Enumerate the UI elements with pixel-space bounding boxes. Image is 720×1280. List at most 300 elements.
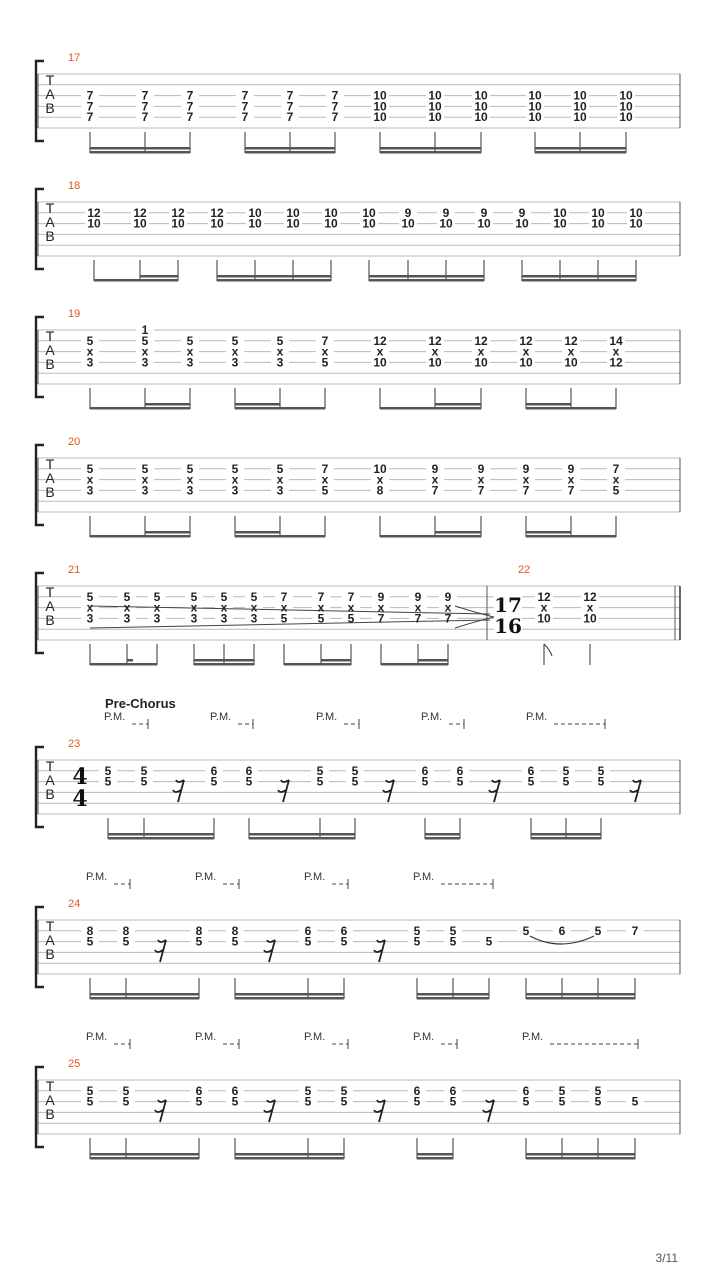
fret-number: 5 <box>522 923 530 938</box>
beam <box>526 403 571 406</box>
measure-number: 25 <box>68 1058 81 1070</box>
beam <box>531 833 601 836</box>
fret-number: 6 <box>558 923 566 938</box>
fret-number: 10 <box>591 216 605 231</box>
fret-number: 6 <box>245 763 253 778</box>
fret-number: 6 <box>413 1083 421 1098</box>
fret-number: 7 <box>317 589 325 604</box>
beam <box>145 407 190 410</box>
fret-number: 10 <box>629 216 643 231</box>
fret-number: 3 <box>86 483 94 498</box>
fret-number: 5 <box>186 461 194 476</box>
fret-number: 3 <box>276 355 284 370</box>
fret-number: x <box>522 344 530 359</box>
fret-number: 10 <box>428 110 442 125</box>
fret-number: 3 <box>231 483 239 498</box>
sixteenth-rest <box>630 780 641 802</box>
beam <box>417 993 489 996</box>
fret-number: 12 <box>87 205 101 220</box>
system-bracket <box>36 61 44 141</box>
fret-number: 10 <box>537 611 551 626</box>
fret-number: 5 <box>86 333 94 348</box>
fret-number: 9 <box>377 589 385 604</box>
tab-system-2 <box>36 189 680 282</box>
sixteenth-rest <box>383 780 394 802</box>
fret-number: 6 <box>231 1083 239 1098</box>
fret-number: 10 <box>553 205 567 220</box>
fret-number: 3 <box>123 611 131 626</box>
beam <box>245 151 335 154</box>
fret-number: 6 <box>340 923 348 938</box>
fret-number: x <box>567 472 575 487</box>
tab-clef-letter: A <box>45 214 55 230</box>
fret-number: 10 <box>573 110 587 125</box>
fret-number: x <box>477 344 485 359</box>
fret-number: 3 <box>153 611 161 626</box>
beam <box>145 531 190 534</box>
fret-number: 10 <box>528 88 542 103</box>
beam <box>418 659 448 662</box>
beam <box>435 535 481 538</box>
palm-mute-label: P.M. <box>104 711 126 723</box>
fret-number: 7 <box>612 461 620 476</box>
fret-number: x <box>321 472 329 487</box>
fret-number: 10 <box>373 355 387 370</box>
beam <box>417 997 489 1000</box>
fret-number: x <box>321 344 329 359</box>
fret-number: 6 <box>449 1083 457 1098</box>
fret-number: 5 <box>140 774 148 789</box>
beam <box>321 659 351 662</box>
fret-number: 3 <box>186 355 194 370</box>
beam <box>235 535 280 538</box>
time-signature-top: 4 <box>72 764 88 790</box>
fret-number: 10 <box>564 355 578 370</box>
tab-clef-letter: T <box>45 456 55 472</box>
fret-number: 10 <box>373 88 387 103</box>
fret-number: x <box>477 472 485 487</box>
fret-number: 5 <box>245 774 253 789</box>
fret-number: 9 <box>480 205 488 220</box>
fret-number: 5 <box>456 774 464 789</box>
tab-clef-letter: T <box>45 200 55 216</box>
fret-number: x <box>86 600 94 615</box>
fret-number: x <box>231 344 239 359</box>
tab-system-7 <box>36 879 680 1000</box>
fret-number: x <box>280 600 288 615</box>
fret-number: 8 <box>231 923 239 938</box>
fret-number: 5 <box>86 934 94 949</box>
fret-number: 12 <box>609 355 623 370</box>
fret-number: 5 <box>558 1083 566 1098</box>
fret-number: 10 <box>573 99 587 114</box>
fret-number: 5 <box>304 934 312 949</box>
fret-number: 10 <box>528 110 542 125</box>
beam <box>108 833 214 836</box>
fret-number: 10 <box>428 99 442 114</box>
beam <box>90 1157 199 1160</box>
tab-clef-letter: B <box>45 612 55 628</box>
fret-number: 5 <box>231 1094 239 1109</box>
beam <box>194 659 254 662</box>
sixteenth-rest <box>374 1100 385 1122</box>
tab-clef-letter: A <box>45 932 55 948</box>
fret-number: 5 <box>340 1094 348 1109</box>
tab-clef-letter: T <box>45 328 55 344</box>
beam <box>108 837 214 840</box>
system-bracket <box>36 1067 44 1147</box>
beam <box>249 833 355 836</box>
beam <box>235 993 344 996</box>
fret-number: 9 <box>431 461 439 476</box>
tab-clef-letter: B <box>45 786 55 802</box>
fret-number: 7 <box>86 110 94 125</box>
beam <box>417 1157 453 1160</box>
partial-beam <box>435 147 441 150</box>
fret-number: 5 <box>321 483 329 498</box>
fret-number: 8 <box>376 483 384 498</box>
fret-number: 10 <box>286 216 300 231</box>
fret-number: 10 <box>324 205 338 220</box>
beam <box>235 997 344 1000</box>
beam <box>194 663 254 666</box>
fret-number: 8 <box>86 923 94 938</box>
fret-number: 5 <box>321 355 329 370</box>
fret-number: 9 <box>477 461 485 476</box>
beam <box>90 993 199 996</box>
fret-number: 6 <box>456 763 464 778</box>
fret-number: 5 <box>276 461 284 476</box>
sixteenth-rest <box>264 1100 275 1122</box>
fret-number: 5 <box>190 589 198 604</box>
fret-number: 7 <box>286 110 294 125</box>
fret-number: 5 <box>86 1094 94 1109</box>
fret-number: 3 <box>141 355 149 370</box>
fret-number: 10 <box>210 216 224 231</box>
fret-number: 7 <box>414 611 422 626</box>
partial-beam <box>145 147 151 150</box>
fret-number: 6 <box>522 1083 530 1098</box>
beam <box>380 147 481 150</box>
fret-number: 10 <box>439 216 453 231</box>
fret-number: 7 <box>286 88 294 103</box>
beam <box>90 1153 199 1156</box>
fret-number: 5 <box>413 1094 421 1109</box>
fret-number: 10 <box>474 99 488 114</box>
fret-number: 5 <box>316 763 324 778</box>
tab-clef-letter: T <box>45 584 55 600</box>
beam <box>369 279 484 282</box>
fret-number: 3 <box>231 355 239 370</box>
fret-number: 10 <box>591 205 605 220</box>
fret-number: 7 <box>241 88 249 103</box>
fret-number: 7 <box>86 88 94 103</box>
beam <box>90 663 157 666</box>
beam <box>90 997 199 1000</box>
beam <box>522 279 636 282</box>
fret-number: 10 <box>248 216 262 231</box>
measure-number: 24 <box>68 898 81 910</box>
measure-number: 17 <box>68 52 81 64</box>
fret-number: 12 <box>171 205 185 220</box>
fret-number: 5 <box>562 774 570 789</box>
fret-number: 7 <box>444 611 452 626</box>
fret-number: 7 <box>331 110 339 125</box>
fret-number: 3 <box>276 483 284 498</box>
fret-number: 7 <box>86 99 94 114</box>
beam <box>145 403 190 406</box>
fret-number: 10 <box>286 205 300 220</box>
beam <box>435 531 481 534</box>
fret-number: x <box>276 344 284 359</box>
fret-number: 5 <box>195 1094 203 1109</box>
beam <box>418 663 448 666</box>
tab-clef-letter: B <box>45 946 55 962</box>
fret-number: 5 <box>413 934 421 949</box>
fret-number: 10 <box>248 205 262 220</box>
palm-mute-label: P.M. <box>86 871 108 883</box>
fret-number: 5 <box>104 774 112 789</box>
system-bracket <box>36 189 44 269</box>
fret-number: 3 <box>186 483 194 498</box>
fret-number: 5 <box>597 763 605 778</box>
fret-number: 5 <box>522 1094 530 1109</box>
tab-clef-letter: A <box>45 1092 55 1108</box>
beam <box>526 1157 635 1160</box>
fret-number: x <box>540 600 548 615</box>
system-bracket <box>36 907 44 987</box>
system-bracket <box>36 445 44 525</box>
fret-number: 5 <box>594 1094 602 1109</box>
fret-number: 10 <box>619 110 633 125</box>
fret-number: 5 <box>597 774 605 789</box>
palm-mute-label: P.M. <box>304 871 326 883</box>
fret-number: 3 <box>220 611 228 626</box>
fret-number: x <box>376 344 384 359</box>
fret-number: 12 <box>373 333 387 348</box>
system-bracket <box>36 573 44 653</box>
fret-number: 5 <box>86 589 94 604</box>
system-bracket <box>36 317 44 397</box>
fret-number: x <box>376 472 384 487</box>
fret-number: 12 <box>474 333 488 348</box>
fret-number: 5 <box>122 934 130 949</box>
palm-mute-label: P.M. <box>421 711 443 723</box>
fret-number: 5 <box>210 774 218 789</box>
fret-number: 6 <box>195 1083 203 1098</box>
palm-mute-label: P.M. <box>526 711 548 723</box>
tab-clef-letter: B <box>45 356 55 372</box>
fret-number: 10 <box>474 110 488 125</box>
fret-number: 6 <box>527 763 535 778</box>
fret-number: 5 <box>612 483 620 498</box>
beam <box>235 407 280 410</box>
sixteenth-rest <box>155 1100 166 1122</box>
beam <box>235 1153 344 1156</box>
tab-clef-letter: A <box>45 86 55 102</box>
fret-number: 12 <box>519 333 533 348</box>
fret-number: 3 <box>86 611 94 626</box>
tab-clef-letter: B <box>45 484 55 500</box>
tab-clef-letter: B <box>45 228 55 244</box>
fret-number: 5 <box>104 763 112 778</box>
fret-number: 10 <box>373 461 387 476</box>
sixteenth-rest <box>264 940 275 962</box>
palm-mute-label: P.M. <box>522 1031 544 1043</box>
beam <box>531 837 601 840</box>
fret-number: 5 <box>594 923 602 938</box>
fret-number: x <box>186 344 194 359</box>
section-label: Pre-Chorus <box>105 696 176 711</box>
fret-number: 5 <box>153 589 161 604</box>
beam <box>522 275 636 278</box>
fret-number: 7 <box>331 88 339 103</box>
palm-mute-label: P.M. <box>304 1031 326 1043</box>
fret-number: 10 <box>629 205 643 220</box>
beam <box>217 275 331 278</box>
tab-clef-letter: B <box>45 100 55 116</box>
fret-number: 5 <box>140 763 148 778</box>
page-number-text: 3/11 <box>655 1251 678 1265</box>
fret-number: 10 <box>619 99 633 114</box>
fret-number: x <box>123 600 131 615</box>
measure-number: 22 <box>518 564 531 576</box>
fret-number: 9 <box>444 589 452 604</box>
fret-number: 7 <box>321 461 329 476</box>
beam <box>140 279 178 282</box>
sixteenth-rest <box>278 780 289 802</box>
beam <box>145 535 190 538</box>
fret-number: 5 <box>558 1094 566 1109</box>
fret-number: 5 <box>421 774 429 789</box>
tab-clef-letter: T <box>45 918 55 934</box>
palm-mute-label: P.M. <box>195 1031 217 1043</box>
sixteenth-rest <box>155 940 166 962</box>
fret-number: 3 <box>250 611 258 626</box>
tab-clef-letter: A <box>45 342 55 358</box>
fret-number: 7 <box>141 110 149 125</box>
time-signature-bottom: 4 <box>72 786 88 812</box>
fret-number: x <box>586 600 594 615</box>
fret-number: 5 <box>186 333 194 348</box>
beam <box>435 407 481 410</box>
fret-number: 7 <box>241 99 249 114</box>
beam <box>90 147 190 150</box>
fret-number: 7 <box>186 99 194 114</box>
fret-number: 7 <box>186 88 194 103</box>
beam <box>235 403 280 406</box>
fret-number: 12 <box>428 333 442 348</box>
fret-number: 3 <box>141 483 149 498</box>
fret-number: 12 <box>583 589 597 604</box>
fret-number: x <box>276 472 284 487</box>
fret-number: x <box>141 472 149 487</box>
tab-system-4 <box>36 445 680 538</box>
fret-number: 9 <box>442 205 450 220</box>
fret-number: 10 <box>171 216 185 231</box>
beam <box>245 147 335 150</box>
fret-number: 5 <box>304 1083 312 1098</box>
tab-clef-letter: T <box>45 1078 55 1094</box>
fret-number: 5 <box>304 1094 312 1109</box>
fret-number: 12 <box>537 589 551 604</box>
palm-mute-label: P.M. <box>316 711 338 723</box>
tab-clef-letter: B <box>45 1106 55 1122</box>
fret-number: x <box>431 344 439 359</box>
fret-number: 10 <box>324 216 338 231</box>
fret-number: 9 <box>522 461 530 476</box>
beam <box>535 151 626 154</box>
fret-number: 5 <box>122 1083 130 1098</box>
fret-number: 5 <box>123 589 131 604</box>
fret-number: 5 <box>141 333 149 348</box>
fret-number: x <box>141 344 149 359</box>
fret-number: x <box>220 600 228 615</box>
fret-number: 8 <box>195 923 203 938</box>
fret-number: 10 <box>573 88 587 103</box>
fret-number: 10 <box>528 99 542 114</box>
fret-number: 6 <box>304 923 312 938</box>
beam <box>425 837 460 840</box>
sixteenth-rest <box>173 780 184 802</box>
fret-number: x <box>444 600 452 615</box>
beam <box>526 535 571 538</box>
tab-clef-letter: A <box>45 598 55 614</box>
beam <box>526 407 571 410</box>
palm-mute-label: P.M. <box>413 1031 435 1043</box>
fret-number: 9 <box>518 205 526 220</box>
fret-number: 7 <box>141 99 149 114</box>
fret-number: 5 <box>527 774 535 789</box>
palm-mute-label: P.M. <box>210 711 232 723</box>
beam <box>526 1153 635 1156</box>
measure-number: 19 <box>68 308 81 320</box>
beam <box>380 151 481 154</box>
fret-number: 10 <box>619 88 633 103</box>
beam <box>90 151 190 154</box>
fret-number: 5 <box>231 934 239 949</box>
fret-number: 7 <box>431 483 439 498</box>
fret-number: 7 <box>522 483 530 498</box>
fret-number: x <box>153 600 161 615</box>
fret-number: 5 <box>347 611 355 626</box>
beam <box>526 531 571 534</box>
beam <box>435 403 481 406</box>
palm-mute-label: P.M. <box>413 871 435 883</box>
beam <box>217 279 331 282</box>
fret-number: 5 <box>340 934 348 949</box>
tab-system-3 <box>36 317 680 410</box>
fret-number: 5 <box>631 1094 639 1109</box>
fret-number: x <box>612 472 620 487</box>
fret-number: 9 <box>414 589 422 604</box>
fret-number: 9 <box>404 205 412 220</box>
fret-number: 10 <box>515 216 529 231</box>
fret-number: 3 <box>190 611 198 626</box>
fret-number: 10 <box>477 216 491 231</box>
beam <box>535 147 626 150</box>
fret-number: 6 <box>210 763 218 778</box>
fret-number: 8 <box>122 923 130 938</box>
beam <box>235 1157 344 1160</box>
time-signature-top: 17 <box>494 593 522 617</box>
fret-number: 10 <box>428 355 442 370</box>
fret-number: x <box>522 472 530 487</box>
fret-number: 5 <box>413 923 421 938</box>
fret-number: x <box>231 472 239 487</box>
system-bracket <box>36 747 44 827</box>
measure-number: 20 <box>68 436 81 448</box>
